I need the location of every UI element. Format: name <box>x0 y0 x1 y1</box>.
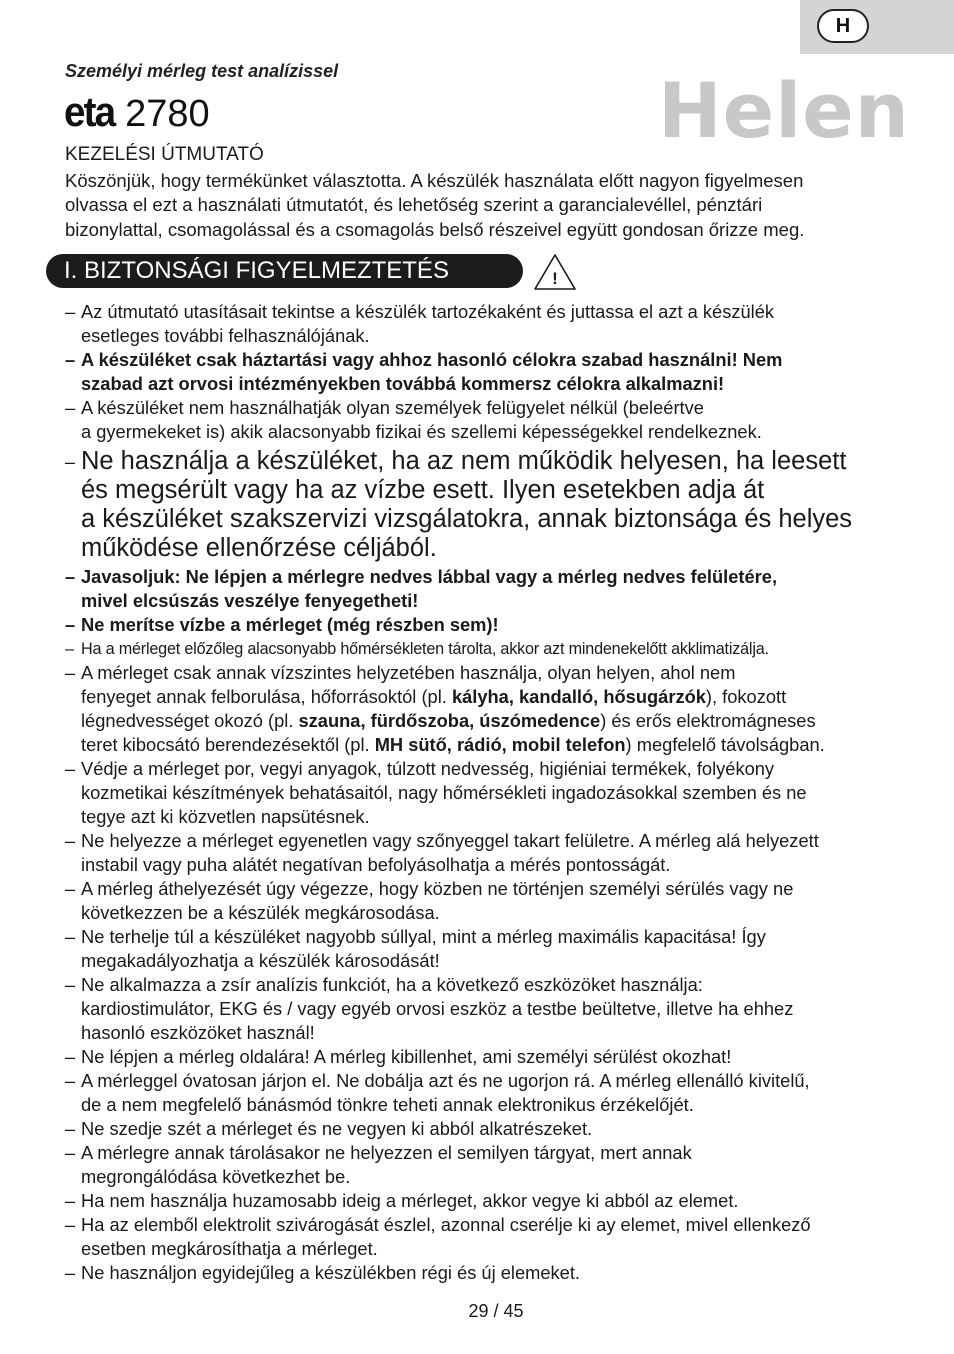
product-subtitle: Személyi mérleg test analízissel <box>65 61 339 81</box>
dash: – <box>65 1070 76 1091</box>
dash: – <box>65 349 76 370</box>
language-tab <box>800 0 954 54</box>
warning-triangle-icon <box>532 252 578 292</box>
dash: – <box>65 452 76 472</box>
dash: – <box>65 1118 76 1139</box>
language-badge: H <box>817 9 869 43</box>
list-item: – Ha nem használja huzamosabb ideig a mérleget, akkor vegye ki abból az elemet. <box>65 1190 739 1211</box>
list-item: – Ne helyezze a mérleget egyenetlen vagy szőnyeggel takart felületre. A mérleg alá helyezett instabil vagy puha alátét negatívan befolyásolhatja a mérés pontosságát. <box>65 830 819 875</box>
list-item: – Ne használja a készüléket, ha az nem működik helyesen, ha leesett és megsérült vagy ha az vízbe esett. Ilyen esetekben adja át a készüléket szakszervizi vizsgálatokra, annak biztonsága és helyes működése ellenőrzése céljából. <box>65 447 853 562</box>
list-item: – Ne alkalmazza a zsír analízis funkciót, ha a következő eszközöket használja: kardiostimulátor, EKG és / vagy egyéb orvosi eszköz a testbe beültetve, illetve ha ehhez hasonló eszközöket használ! <box>65 974 794 1043</box>
dash: – <box>65 614 76 635</box>
list-item: – Ne merítse vízbe a mérleget (még részben sem)! <box>65 614 499 635</box>
dash: – <box>65 662 76 683</box>
dash: – <box>65 878 76 899</box>
dash: – <box>65 1046 76 1067</box>
list-item: – A mérlegre annak tárolásakor ne helyezzen el semilyen tárgyat, mert annak megrongálódása következhet be. <box>65 1142 692 1187</box>
model-number: 2780 <box>125 93 210 135</box>
dash: – <box>65 1190 76 1211</box>
list-item: – Javasoljuk: Ne lépjen a mérlegre nedves lábbal vagy a mérleg nedves felületére, mivel elcsúszás veszélye fenyegetheti! <box>65 566 778 611</box>
dash: – <box>65 397 76 418</box>
intro-line: olvassa el ezt a használati útmutatót, és lehetőség szerint a garancialevéllel, pénztári <box>65 194 763 216</box>
safety-list <box>65 300 925 1285</box>
eta-logo: eta <box>64 88 115 135</box>
list-item: – Ha a mérleget előzőleg alacsonyabb hőmérsékleten tárolta, akkor azt mindenekelőtt akklimatizálja. <box>65 637 925 661</box>
list-item: – Védje a mérleget por, vegyi anyagok, túlzott nedvesség, higiéniai termékek, folyékony kozmetikai készítmények behatásaitól, nagy hőmérsékleti ingadozásokkal szemben és ne tegye azt ki közvetlen napsütésnek. <box>65 758 807 827</box>
intro-line: Köszönjük, hogy termékünket választotta. A készülék használata előtt nagyon figyelmesen <box>65 170 804 191</box>
dash: – <box>65 974 76 995</box>
dash: – <box>65 830 76 851</box>
document-title: KEZELÉSI ÚTMUTATÓ <box>65 144 264 165</box>
list-item: – A mérleget csak annak vízszintes helyzetében használja, olyan helyen, ahol nem fenyeget annak felborulása, hőforrásoktól (pl. kályha, kandalló, hősugárzók), fokozott légnedvességet okozó (pl. szauna, fürdőszoba, úszómedence) és erős elektromágneses teret kibocsátó berendezésektől (pl. MH sütő, rádió, mobil telefon) megfelelő távolságban. <box>65 662 825 755</box>
list-item: – Ne szedje szét a mérleget és ne vegyen ki abból alkatrészeket. <box>65 1118 593 1139</box>
list-item: – Ne terhelje túl a készüléket nagyobb súllyal, mint a mérleg maximális kapacitása! Így megakadályozhatja a készülék károsodását! <box>65 926 766 971</box>
list-item: – A mérleg áthelyezését úgy végezze, hogy közben ne történjen személyi sérülés vagy ne következzen be a készülék megkárosodása. <box>65 878 794 923</box>
model-name: Helen <box>658 66 910 155</box>
list-item: – A készüléket csak háztartási vagy ahhoz hasonló célokra szabad használni! Nem szabad azt orvosi intézményekben továbbá kommersz célokra alkalmazni! <box>65 349 783 394</box>
dash: – <box>65 566 76 587</box>
intro-line: bizonylattal, csomagolással és a csomagolás belső részeivel együtt gondosan őrizze meg. <box>65 218 805 240</box>
dash: – <box>65 758 76 779</box>
warning-mark: ! <box>552 269 558 288</box>
list-item: – Ne lépjen a mérleg oldalára! A mérleg kibillenhet, ami személyi sérülést okozhat! <box>65 1046 732 1067</box>
dash: – <box>65 640 74 658</box>
list-item: – A mérleggel óvatosan járjon el. Ne dobálja azt és ne ugorjon rá. A mérleg ellenálló kivitelű, de a nem megfelelő bánásmód tönkre teheti annak elektronikus érzékelőjét. <box>65 1070 810 1115</box>
brand-line <box>64 90 210 134</box>
dash: – <box>65 301 76 322</box>
list-item: – Ha az elemből elektrolit szivárogását észlel, azonnal cserélje ki ay elemet, mivel ellenkező esetben megkárosíthatja a mérleget. <box>65 1214 811 1259</box>
section-heading: I. BIZTONSÁGI FIGYELMEZTETÉS <box>46 254 523 288</box>
list-item: – A készüléket nem használhatják olyan személyek felügyelet nélkül (beleértve a gyermekeket is) akik alacsonyabb fizikai és szellemi képességekkel rendelkeznek. <box>65 397 762 442</box>
dash: – <box>65 1214 76 1235</box>
dash: – <box>65 1142 76 1163</box>
dash: – <box>65 926 76 947</box>
intro-paragraph <box>65 169 895 242</box>
list-item: – Ne használjon egyidejűleg a készülékben régi és új elemeket. <box>65 1262 580 1283</box>
page-number: 29 / 45 <box>468 1301 524 1321</box>
dash: – <box>65 1262 76 1283</box>
list-item: – Az útmutató utasításait tekintse a készülék tartozékaként és juttassa el azt a készülék esetleges további felhasználójának. <box>65 301 775 346</box>
